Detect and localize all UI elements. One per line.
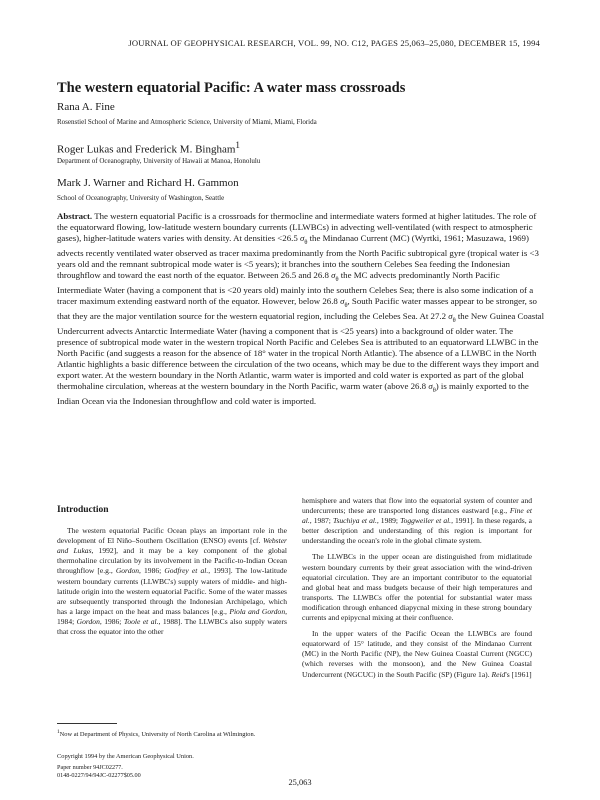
author-line-2 — [57, 140, 240, 156]
intro-paragraph-1-continued: hemisphere and waters that flow into the equatorial system of counter and undercurrents; these are transported long distances eastward [e.g., Fine et al., 1987; Tsuchiya et al., 1989; Toggweiler et al., 1991]. In these regards, a better description and understanding of this region is important for understanding the ocean's role in the global climate system. — [302, 496, 533, 546]
introduction-heading: Introduction — [57, 505, 109, 515]
abstract-text: The western equatorial Pacific is a crossroads for thermocline and intermediate waters formed at higher latitudes. The role of the equatorward flowing, low-latitude western boundary currents (LLWBCs) in advecting well-ventilated (with respect to atmospheric gases), higher-latitude waters varies with density. At densities <26.5 $\sigma_\theta$ the Mindanao Current (MC) (Wyrtki, 1961; Masuzawa, 1969) advects recently ventilated water observed as tracer maxima predominantly from the North Pacific subtropical gyre (tropical water is <3 years old and the remnant subtropical mode water is <5 years); it branches into the southern Celebes Sea feeding the Indonesian throughflow and toward the east north of the equator. Between 26.5 and 26.8 $\sigma_\theta$ the MC advects predominantly North Pacific Intermediate Water (having a component that is <20 years old) mainly into the southern Celebes Sea; there is also some indication of a tracer maximum extending eastward north of the equator. However, below 26.8 $\sigma_\theta$, South Pacific water masses appear to be stronger, so that they are the major ventilation source for the western equatorial region, including the Celebes Sea. At 27.2 $\sigma_\theta$ the New Guinea Coastal Undercurrent advects Antarctic Intermediate Water (having a component that is <25 years) into a background of older water. The presence of subtropical mode water in the western tropical North Pacific and Celebes Sea is attributed to an equatorward LLWBC in the North Pacific (and suggests a reason for the absence of 18° water in the tropical North Atlantic). The absence of a LLWBC in the North Atlantic highlights a basic difference between the circulation of the two oceans, which may be due to the different ways they import and export water. At the western boundary in the North Atlantic, warm water is imported and cold water is exported as part of the global thermohaline circulation, whereas at the western boundary in the North Pacific, warm water (above 26.8 $\sigma_\theta$) is mainly exported to the Indian Ocean via the Indonesian throughflow and cold water is imported. — [57, 211, 545, 407]
intro-paragraph-1: The western equatorial Pacific Ocean plays an important role in the development of El Niño–Southern Oscillation (ENSO) events [cf. Webster and Lukas, 1992], and it may be a key component of the global thermohaline circulation by its involvement in the Pacific-to-Indian Ocean throughflow [e.g., Gordon, 1986; Godfrey et al., 1993]. The low-latitude western boundary currents (LLWBC's) supply waters of middle- and high-latitude origin into the western equatorial Pacific. Some of the water masses are subsequently transported through the Indonesian Archipelago, which has a large impact on the heat and mass balances [e.g., Piola and Gordon, 1984; Gordon, 1986; Toole et al., 1988]. The LLWBCs also supply waters that cross the equator into the other — [57, 526, 287, 637]
author-line-1 — [57, 101, 115, 113]
issn-line: 0148-0227/94/94JC-02277$05.00 — [57, 771, 141, 779]
left-column — [57, 505, 287, 637]
right-column — [302, 496, 532, 680]
affiliation-1: Rosenstiel School of Marine and Atmospheric Science, University of Miami, Miami, Florida — [57, 118, 317, 126]
article-title: The western equatorial Pacific: A water mass crossroads — [57, 80, 406, 96]
copyright-notice: Copyright 1994 by the American Geophysical Union. — [57, 753, 194, 760]
footnote-rule — [57, 723, 117, 724]
abstract-label: Abstract. — [57, 211, 93, 221]
affiliation-2: Department of Oceanography, University of Hawaii at Manoa, Honolulu — [57, 157, 261, 165]
author-names-1: Rana A. Fine — [57, 101, 115, 113]
author-names-3: Mark J. Warner and Richard H. Gammon — [57, 177, 239, 189]
intro-paragraph-2: The LLWBCs in the upper ocean are distinguished from midlatitude western boundary currents by their great association with the wind-driven equatorial circulation. They are an important contributor to the equatorial and global heat and mass budgets because of their high temperatures and transports. The LLWBCs offer the potential for substantial water mass modification through enhanced diapycnal mixing in these strong boundary currents and epipycnal mixing at their confluence. — [302, 552, 532, 623]
footnote-text: Now at Department of Physics, University of North Carolina at Wilmington. — [59, 731, 256, 739]
author-footnote-mark: 1 — [235, 140, 240, 150]
abstract — [57, 211, 545, 407]
affiliation-3: School of Oceanography, University of Washington, Seattle — [57, 194, 225, 202]
author-line-3 — [57, 177, 239, 189]
intro-paragraph-3: In the upper waters of the Pacific Ocean the LLWBCs are found equatorward of 15° latitude, and they consist of the Mindanao Current (MC) in the North Pacific (NP), the New Guinea Coastal Current (NGCC) (which reverses with the monsoon), and the New Guinea Coastal Undercurrent (NGCUC) in the South Pacific (SP) (Figure 1a). Reid's [1961] — [302, 629, 532, 679]
page-number: 25,063 — [288, 778, 312, 787]
author-names-2: Roger Lukas and Frederick M. Bingham — [57, 143, 236, 156]
footnote — [57, 728, 282, 739]
paper-identifiers — [57, 764, 141, 779]
running-head: JOURNAL OF GEOPHYSICAL RESEARCH, VOL. 99, NO. C12, PAGES 25,063–25,080, DECEMBER 15, 1994 — [128, 38, 540, 48]
footnote-mark: 1 — [57, 729, 60, 735]
paper-number: Paper number 94JC02277. — [57, 764, 123, 771]
